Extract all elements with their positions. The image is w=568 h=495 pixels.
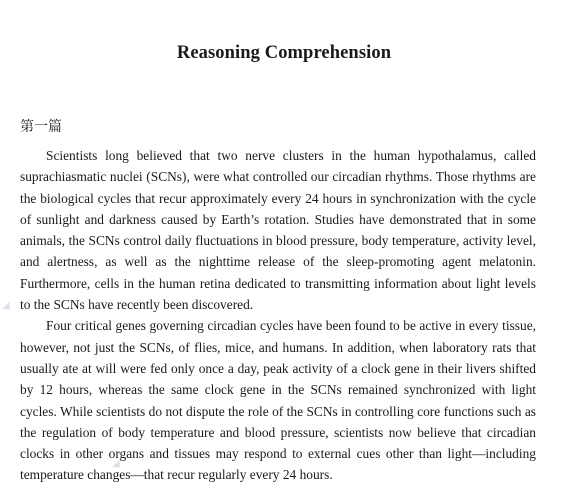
watermark-mark-bottom: ◢ [112,458,120,469]
section-label: 第一篇 [20,120,62,135]
paragraph: Scientists long believed that two nerve clusters in the human hypothalamus, called suprachiasmatic nuclei (SCNs), were what controlled our circadian rhythms. Those rhythms are the biological cycles that recur approximately every 24 hours in synchronization with the cycle of sunlight and darkness caused by Earth’s rotation. Studies have demonstrated that in some animals, the SCNs control daily fluctuations in blood pressure, body temperature, activity level, and alertness, as well as the nighttime release of the sleep-promoting agent melatonin. Furthermore, cells in the human retina dedicated to transmitting information about light levels to the SCNs have recently been discovered. [20,148,536,313]
passage-body [20,145,536,486]
watermark-mark-left: ◢ [2,300,10,311]
page-title: Reasoning Comprehension [176,43,392,63]
paragraph: Four critical genes governing circadian cycles have been found to be active in every tissue, however, not just the SCNs, of flies, mice, and humans. In addition, when laboratory rats that usually ate at will were fed only once a day, peak activity of a clock gene in their livers shifted by 12 hours, whereas the same clock gene in the SCNs remained synchronized with light cycles. While scientists do not dispute the role of the SCNs in controlling core functions such as the regulation of body temperature and blood pressure, scientists now believe that circadian clocks in other organs and tissues may respond to external cues other than light—including temperature changes—that recur regularly every 24 hours. [20,318,536,483]
